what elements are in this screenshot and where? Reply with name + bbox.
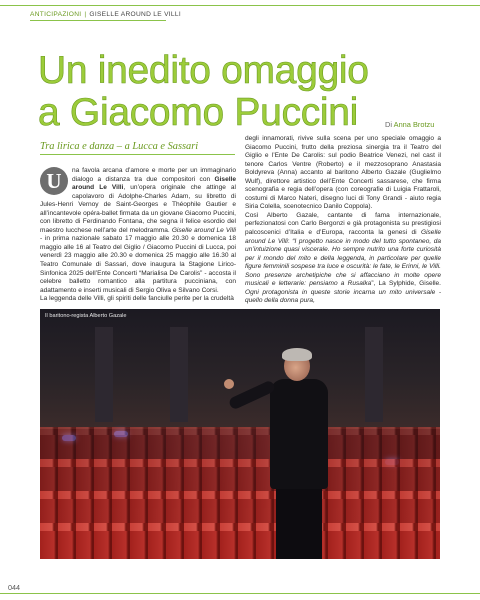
page-number: 044: [8, 583, 20, 592]
article-photo: [40, 309, 440, 559]
right-paragraph-1: degli innamorati, rivive sulla scena per uno speciale omaggio a Giacomo Puccini, frutto della preziosa sinergia tra il Teatro del Giglio e l’Ente De Carolis: sul podio Beatrice Venezi, nel cast il tenore Carlos Ventre (Roberto) e il mezzosoprano Anastasia Boldyreva (Anna) accanto al baritono Alberto Gazale (Guglielmo Wulf), direttore artistico dell’Ente Concerti sassarese, che firma scenografia e regia dell’opera (con coreografie di Luigia Frattaroli, costumi di Marco Nateri, disegno luci di Tony Grandi - aiuto regia Siria Colella, scenotecnico Danilo Coppola).: [245, 135, 441, 211]
singer-figure: [252, 351, 342, 559]
quote-italic-b: Ogni protagonista in queste storie incarna un mito universale - quello della donna pura,: [245, 288, 441, 305]
intro-paragraph: [40, 167, 236, 295]
intro-text-a: na favola arcana d’amore e morte per un immaginario dialogo a distanza tra due compositori con: [72, 167, 236, 183]
section-label: ANTICIPAZIONI: [30, 11, 82, 18]
byline: [385, 120, 434, 129]
byline-author: Anna Brotzu: [393, 120, 435, 129]
photo-caption: Il baritono-regista Alberto Gazale: [45, 313, 127, 319]
article-title: [38, 50, 369, 134]
title-line-2: a Giacomo Puccini: [38, 91, 359, 134]
drop-cap: U: [40, 167, 68, 195]
intro-text-c: - in prima nazionale sabato 17 maggio alle 20.30 e domenica 18 maggio alle 16 al Teatro del Giglio / Giacomo Puccini di Lucca, poi venerdì 23 maggio alle 20.30 e domenica 25 maggio alle 16.30 al Teatro Comunale di Sassari, dove inaugura la Stagione Lirico-Sinfonica 2025 dell’Ente Concerti “Marialisa De Carolis” - accosta il celebre balletto romantico alla partitura pucciniana, con adattamento e inserti musicali di Sergio Oliva e Silvano Corsi.: [40, 235, 236, 294]
intro-title-bold: Giselle around Le Villi: [72, 175, 236, 192]
intro-title-italic: Giselle around Le Villi: [171, 226, 236, 234]
text-column-right: [245, 135, 441, 306]
text-column-left: [40, 167, 236, 304]
breadcrumb-rule: [30, 20, 166, 21]
seat-row: [40, 523, 440, 559]
paragraph-2: La leggenda delle Villi, gli spiriti delle fanciulle perite per la crudeltà: [40, 295, 234, 303]
breadcrumb: [30, 11, 181, 18]
para2-text-b: :: [287, 237, 293, 245]
theatre-pillar: [95, 327, 113, 422]
intro-text-b: , un’opera originale che attinge al capolavoro di Adolphe-Charles Adam, su libretto di Jules-Henri Vernoy de Saint-Georges e Théophile Gautier e all’incantevole opéra-ballet firmata da un giovane Giacomo Puccini, con libretto di Ferdinando Fontana, che segna il felice esordio del maestro lucchese nell’arte del melodramma.: [40, 184, 236, 234]
theatre-pillar: [365, 327, 383, 422]
quote-italic-a: “I progetto nasce in modo del tutto spontaneo, da un’intuizione quasi viscerale. Ho sempre nutrito una forte curiosità per il mondo del mito e della leggenda, in particolare per quelle figure femminili sospese tra luce e oscurità: le fate, le Erinni, le Villi. Sono presenze archetipiche che si affacciano in molte opere musicali e letterarie: pensiamo a Rusalka: [245, 237, 442, 288]
theatre-pillar: [170, 327, 188, 422]
right-paragraph-2: [245, 212, 441, 306]
top-rule: [0, 5, 480, 6]
breadcrumb-separator: |: [84, 11, 87, 18]
article-rubric: GISELLE AROUND LE VILLI: [89, 11, 181, 18]
title-line-1: Un inedito omaggio: [38, 49, 369, 92]
para2-text-a: Così Alberto Gazale, cantante di fama internazionale, perfezionatosi con Carlo Bergonzi e già protagonista su prestigiosi palcoscenici d’Italia e d’Europa, racconta la genesi di: [245, 211, 441, 237]
para2-title-italic: Giselle around Le Villi: [245, 229, 441, 245]
quote-plain: ”, La Sylphide, Giselle.: [371, 280, 441, 288]
byline-prefix: Di: [385, 120, 392, 129]
article-subtitle: Tra lirica e danza – a Lucca e Sassari: [40, 141, 235, 155]
bottom-rule: [0, 593, 480, 594]
